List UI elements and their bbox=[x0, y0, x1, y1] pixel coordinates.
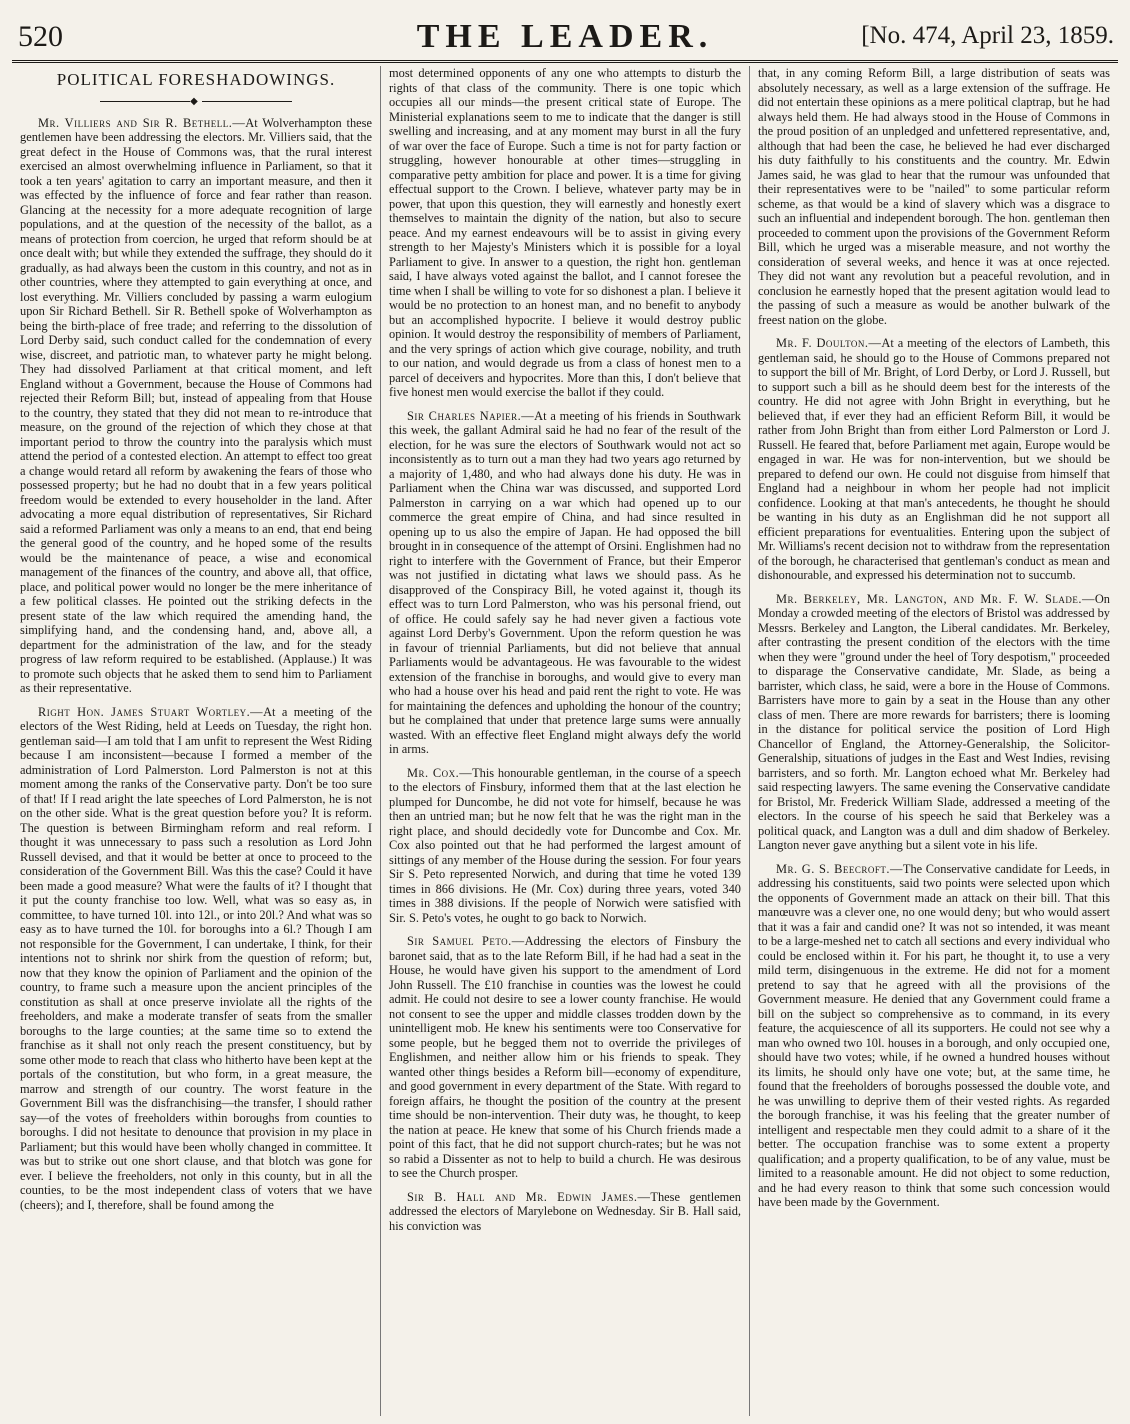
paragraph bbox=[758, 66, 1110, 327]
paragraph bbox=[389, 766, 741, 926]
speaker-name: Right Hon. James Stuart Wortley.— bbox=[38, 704, 264, 719]
title-ornament: ◆ bbox=[20, 96, 372, 108]
paragraph-text: that, in any coming Reform Bill, a large distribution of seats was absolutely necessary, as well as a large extension of the suffrage. He did not entertain these opinions as a mere political claptrap, but he had always held them. He had always stood in the House of Commons in the proud position of an unpledged and unfettered representative, and, although that had been the case, he believed he had ever discharged his duty faithfully to his constituents and the country. Mr. Edwin James said, he was glad to hear that the rumour was unfounded that their representatives were to be "nailed" to some particular reform scheme, as that would be a kind of slavery which was a disgrace to such an influential and independent borough. The hon. gentleman then proceeded to comment upon the provisions of the Government Reform Bill, which he urged was a miserable measure, and not worthy the consideration of several weeks, and hence it was at once rejected. They did not want any revolution but a peaceful revolution, and in conclusion he earnestly hoped that the present agitation would lead to the passing of such a measure as would be another bulwark of the freest nation on the globe. bbox=[758, 66, 1110, 327]
speaker-name: Mr. Cox.— bbox=[407, 765, 473, 780]
paragraph-text: On Monday a crowded meeting of the electors of Bristol was addressed by Messrs. Berkeley and Langton, the Liberal candidates. Mr. Berkeley, after contrasting the present condition of the electors with the time when they were "ground under the heel of Tory despotism," proceeded to disparage the Conservative candidate, Mr. Slade, as being a barrister, which class, he said, were a bore in the House of Commons. Barristers have more to gain by a seat in the House than any other class of men. There are more rewards for barristers; there is looming in the distance for political service the position of Lord High Chancellor of England, the Attorney-Generalship, the Solicitor-Generalship, situations of judges in the East and West Indies, revising barristers, and so forth. Mr. Langton echoed what Mr. Berkeley had said respecting lawyers. The same evening the Conservative candidate for Bristol, Mr. Frederick William Slade, addressed a meeting of the electors. In the course of his speech he said that Berkeley was a political quack, and Langton was a dull and dim shadow of Berkeley. Langton never gave anything but a silent vote in his life. bbox=[758, 591, 1111, 852]
masthead bbox=[12, 12, 1118, 63]
paragraph bbox=[389, 934, 741, 1181]
column-1 bbox=[12, 66, 380, 1416]
page-number: 520 bbox=[18, 20, 63, 53]
speaker-name: Mr. G. S. Beecroft.— bbox=[776, 861, 903, 876]
paragraph-text: At a meeting of the electors of Lambeth, this gentleman said, he should go to the House of Commons prepared not to support the bill of Mr. Bright, of Lord Derby, or Lord J. Russell, but to support such a bill as he should deem best for the interests of the country. He did not agree with John Bright in everything, but he believed that, if ever they had an efficient Reform Bill, it would be rather from John Bright than from either Lord Palmerston or Lord J. Russell. He feared that, before Parliament met again, Europe would be engaged in war. He was for non-intervention, but we should be prepared to defend our own. He could not disguise from himself that England had a neighbour in whom her people had not implicit confidence. Looking at that man's antecedents, he thought he should be wanting in his duty as an Englishman did he not support all efficient preparations for eventualities. Entering upon the subject of Mr. Williams's recent decision not to withdraw from the representation of the borough, he characterised that gentleman's conduct as mean and dishonourable, and expressed his determination not to succumb. bbox=[758, 336, 1111, 582]
paragraph-text: This honourable gentleman, in the course of a speech to the electors of Finsbury, informed them that at the last election he plumped for Duncombe, he did not vote for himself, because he was then an untried man; but he now felt that he was the right man in the right place, and should decidedly vote for Duncombe and Cox. Mr. Cox also pointed out that he had performed the largest amount of sittings of any member of the House during the session. For four years Sir S. Peto represented Norwich, and during that time he voted 139 times in 866 divisions. He (Mr. Cox) during three years, voted 340 times in 388 divisions. If the people of Norwich were satisfied with Sir. S. Peto's votes, he ought to go back to Norwich. bbox=[389, 765, 741, 925]
paragraph bbox=[389, 66, 741, 400]
paragraph bbox=[758, 862, 1110, 1210]
column-3 bbox=[749, 66, 1118, 1416]
paragraph bbox=[20, 705, 372, 1213]
article-title: POLITICAL FORESHADOWINGS. bbox=[56, 70, 336, 89]
paragraph-text: At a meeting of the electors of the West Riding, held at Leeds on Tuesday, the right hon. gentleman said—I am told that I am unfit to represent the West Riding because I am inconsistent—because I formed a member of the administration of Lord Palmerston. Lord Palmerston is not at this moment among the ranks of the Conservative party. Don't be too sure of that! If I read aright the late speeches of Lord Palmerston, he is not on the other side. What is the great question before you? It is reform. The question is between Birmingham reform and real reform. I thought it was unnecessary to pass such a resolution as Lord John Russell devised, and that it would be better at once to proceed to the consideration of the Government Bill. Was this the case? Could it have been made a good measure? What were the faults of it? I thought that it put the county franchise too low. Well, what was so easy as, in committee, to have turned 10l. into 12l., or into 20l.? And what was so easy as to have turned the 10l. for boroughs into a 6l.? Though I am not responsible for the Government, I can undertake, I think, for their intentions not to shrink nor shirk from the question of reform; but, now that they know the opinion of Parliament and the opinion of the country, to frame such a measure upon the ancient principles of the constitution as shall at once preserve inviolate all the rights of the freeholders, and make a moderate transfer of seats from the smaller boroughs to the large counties; at the same time so to extend the franchise as it shall not only reach the present constituency, but by some other mode to reach that class who hitherto have been kept at the portals of the constitution, but who form, in a great measure, the marrow and strength of our country. The worst feature in the Government Bill was the disfranchising—the transfer, I should rather say—of the votes of freeholders within boroughs from counties to boroughs. I did not hesitate to denounce that provision in my place in Parliament; but this would have been wholly changed in committee. It was but to strike out one short clause, and that blotch was gone for ever. I believe the freeholders, not only in this county, but in all the counties, to be the most independent class of voters that we have (cheers); and I, therefore, shall be found among the bbox=[20, 704, 372, 1212]
speaker-name: Sir Charles Napier.— bbox=[407, 408, 535, 423]
paragraph-text: At Wolverhampton these gentlemen have been addressing the electors. Mr. Villiers said, that the great defect in the House of Commons was, that the rural interest exercised an almost overwhelming influence in Parliament, so that it took a ten years' agitation to carry an important measure, and then it was effected by the influence of force and fear rather than reason. Glancing at the necessity for a more adequate recognition of large populations, and at the question of the necessity of the ballot, as a means of protection from coercion, he urged that reform should be at once dealt with; but while they extended the suffrage, they should do it gradually, as had always been the custom in this country, and not as in other countries, where they attempted to gain everything at once, and lost everything. Mr. Villiers concluded by passing a warm eulogium upon Sir Richard Bethell. Sir R. Bethell spoke of Wolverhampton as being the birth-place of free trade; and referring to the dissolution of Lord Derby said, such conduct called for the condemnation of every wise, discreet, and patriotic man, to whatever party he might belong. They had dissolved Parliament at that critical moment, and left England without a Government, because the House of Commons had rejected their Reform Bill; but, instead of appealing from that House to the country, they stated that they did not mean to re-introduce that measure, on the ground of the rejection of which they chose at that important period to throw the country into the paralysis which must attend the period of a contested election. An attempt to effect too great a change would retard all reform by awakening the fears of those who possessed property; but he had no doubt that in a few years political freedom would be extended to every householder in the land. After advocating a more equal distribution of representatives, Sir Richard said a reformed Parliament was only a means to an end, that end being the general good of the country, and he hoped some of the results would be the maintenance of peace, a wise and economical management of the finances of the country, and above all, that office, place, and political power would no longer be the mere inheritance of a few political classes. He pointed out the striking defects in the present state of the law which required the amending hand, the simplifying hand, and the condensing hand, and, above all, a department for the administration of the law, and for the steady progress of law reform required to be established. (Applause.) It was to promote such objects that he asked them to send him to Parliament as their representative. bbox=[20, 115, 373, 696]
paragraph-text: These gentlemen addressed the electors of Marylebone on Wednesday. Sir B. Hall said, his conviction was bbox=[389, 1189, 741, 1233]
paragraph-text: At a meeting of his friends in Southwark this week, the gallant Admiral said he had no fear of the result of the election, for he was sure the electors of Southwark would not act so inconsistently as to turn out a man they had two years ago returned by a majority of 1,480, and who had always done his duty. He was in Parliament when the China war was discussed, and supported Lord Palmerston in carrying on a war which had opened up to our commerce the great empire of China, and had since resulted in opening up to us also the empire of Japan. He had opposed the bill brought in in consequence of the attempt of Orsini. Englishmen had no right to interfere with the Government of France, but their Emperor was not justified in dictating what laws we should pass. As he disapproved of the Conspiracy Bill, he voted against it, though its effect was to turn Lord Palmerston, who was his personal friend, out of office. He could safely say he had never given a factious vote against Lord Derby's Government. Upon the reform question he was in favour of triennial Parliaments, but did not believe that annual Parliaments would be advantageous. He was favourable to the widest extension of the franchise in boroughs, and would give to every man who had a house over his head and paid rent the right to vote. He was for maintaining the defences and upholding the honour of the country; but he complained that under that pretence large sums were annually wasted. With an effective fleet England might always defy the world in arms. bbox=[389, 408, 741, 756]
paragraph bbox=[389, 1190, 741, 1234]
speaker-name: Mr. F. Doulton.— bbox=[776, 336, 882, 350]
paragraph-text: The Conservative candidate for Leeds, in addressing his constituents, said two points were selected upon which the opponents of Government made an attack on their bill. That this manœuvre was a clever one, no one would deny; but who would assert that it was a fair and candid one? It was not so intended, it was meant to be a large-meshed net to catch all sections and every individual who could be enclosed within it. For his part, he thought it, to use a very mild term, disingenuous in the extreme. He did not for a moment pretend to say that he agreed with all the provisions of the Government measure. He denied that any Government could frame a bill on the subject so comprehensive as to command, in its every feature, the acquiescence of all its supporters. He could not see why a man who owned two 10l. houses in a borough, and only occupied one, should have two votes; while, if he owned a hundred houses without its limits, he should only have one vote; but, at the same time, he found that the freeholders of boroughs possessed the double vote, and he was unwilling to deprive them of their vested rights. As regarded the borough franchise, it was his feeling that the greater number of intelligent and respectable men they could admit to a share of it the better. The occupation franchise was to some extent a property qualification; and a property qualification, to be of any value, must be limited to a reasonable amount. He did not object to some reduction, and he had every reason to think that some such concession would have been made by the Government. bbox=[758, 861, 1111, 1209]
column-2 bbox=[380, 66, 749, 1416]
paragraph bbox=[389, 409, 741, 757]
paper-title: THE LEADER. bbox=[416, 18, 714, 55]
issue-line: [No. 474, April 23, 1859. bbox=[861, 22, 1114, 49]
speaker-name: Mr. Berkeley, Mr. Langton, and Mr. F. W. Slade.— bbox=[776, 591, 1095, 606]
paragraph bbox=[758, 336, 1110, 583]
speaker-name: Mr. Villiers and Sir R. Bethell.— bbox=[38, 115, 246, 130]
paragraph bbox=[20, 116, 372, 696]
article-columns bbox=[12, 66, 1118, 1416]
paragraph-text: most determined opponents of any one who attempts to disturb the rights of that class of the community. There is one topic which occupies all our minds—the present critical state of Europe. The Ministerial explanations seem to me to indicate that the danger is still swelling and increasing, and at any moment may burst in all the fury of war over the face of Europe. Such a time is not for party faction or struggling, however honourable at other times—struggling in comparative petty ambition for place and power. It is a time for giving effectual support to the Crown. I believe, whatever party may be in power, that upon this question, they will earnestly and honestly exert themselves to maintain the dignity of the nation, but also to secure peace. And my earnest endeavours will be to assist in giving every strength to her Majesty's Ministers which it is possible for a loyal Parliament to give. In answer to a question, the right hon. gentleman said, I have always voted against the ballot, and I cannot foresee the time when I shall be willing to vote for so dishonest a plan. I believe it would be no protection to an honest man, and no benefit to anybody but an accomplished hypocrite. I believe it would destroy public opinion. It would destroy the responsibility of members of Parliament, and the very springs of action which give courage, nobility, and truth to our nation, and would degrade us from a class of honest men to a parcel of deceivers and hypocrites. More than this, I don't believe that five honest men would exercise the ballot if they could. bbox=[389, 66, 741, 399]
speaker-name: Sir B. Hall and Mr. Edwin James.— bbox=[407, 1189, 651, 1204]
paragraph bbox=[758, 592, 1110, 853]
paragraph-text: Addressing the electors of Finsbury the baronet said, that as to the late Reform Bill, if he had had a seat in the House, he would have given his support to the amendment of Lord John Russell. The £10 franchise in counties was the lowest he could admit. He could not desire to see a lower county franchise. He would not consent to see the upper and middle classes trodden down by the unintelligent mob. He knew his sentiments were too Conservative for some people, but he begged them not to override the privileges of Englishmen, and neither allow him or his friends to speak. They wanted other things besides a Reform bill—economy of expenditure, and good government in every department of the State. With regard to foreign affairs, he thought the position of the country at the present time should be non-intervention. Their duty was, he thought, to keep the nation at peace. He knew that some of his Church friends made a point of this fact, that he did not support church-rates; but he was not so rabid a Dissenter as not to help to build a church. He was desirous to see the Church prosper. bbox=[389, 934, 741, 1180]
speaker-name: Sir Samuel Peto.— bbox=[407, 934, 525, 948]
